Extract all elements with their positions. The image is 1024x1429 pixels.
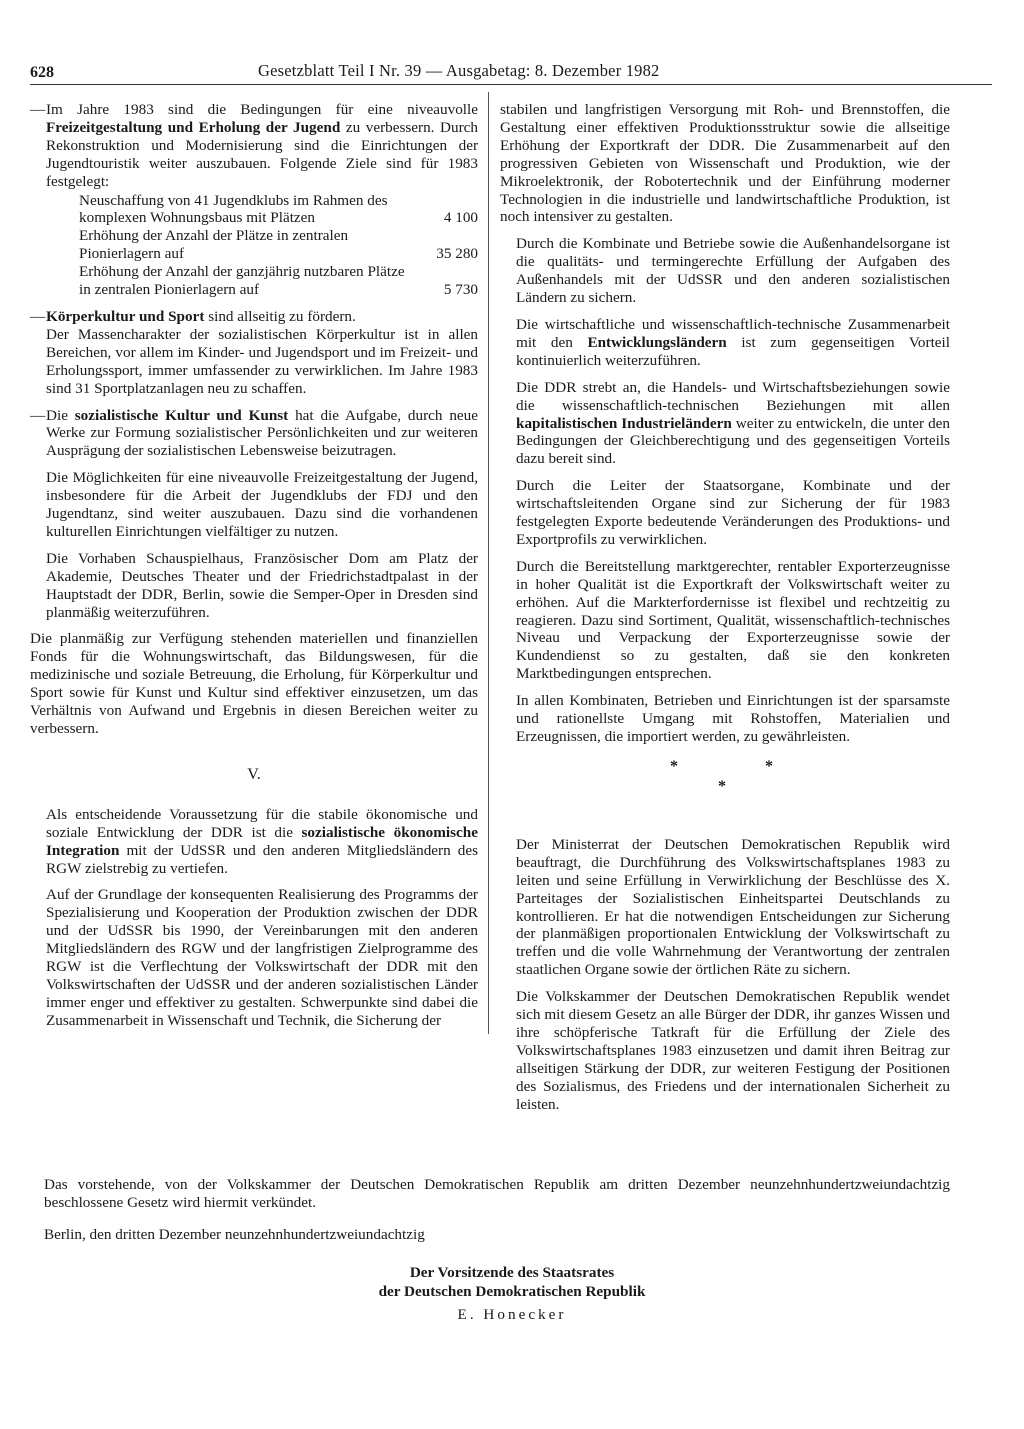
page-number: 628 bbox=[30, 64, 54, 81]
integration-paragraph bbox=[30, 806, 478, 878]
youth-leisure-paragraph: Die Möglichkeiten für eine niveauvolle Freizeitgestaltung der Jugend, insbesondere für die Arbeit der Jugendklubs der FDJ und den Jugendtanz, sind weiter auszubauen. Dazu sind die vorhandenen kulturellen Einrichtungen vielfältiger zu nutzen. bbox=[46, 469, 478, 540]
goal-value: 35 280 bbox=[436, 245, 478, 263]
bold-term: Entwicklungsländern bbox=[587, 333, 727, 351]
funds-paragraph: Die planmäßig zur Verfügung stehenden materiellen und finanziellen Fonds für die Wohnungswirtschaft, das Bildungswesen, für die medizinische und soziale Betreuung, die Erholung, für Körperkultur und Sport sowie für Kunst und Kultur sind effektiver einzusetzen, um das Verhältnis von Aufwand und Ergebnis in diesen Bereichen weiter zu verbessern. bbox=[30, 630, 478, 737]
leisure-paragraph bbox=[46, 101, 478, 191]
resources-paragraph: In allen Kombinaten, Betrieben und Einrichtungen ist der sparsamste und rationellste Umgang mit Rohstoffen, Materialien und Erzeugnissen, die importiert werden, zu gewährleisten. bbox=[516, 692, 950, 745]
signatory-title-line-2: der Deutschen Demokratischen Republik bbox=[378, 1283, 646, 1300]
foreign-trade-paragraph: Durch die Kombinate und Betriebe sowie die Außenhandelsorgane ist die qualitäts- und termingerechte Erfüllung der Aufgaben des Außenhandels mit der UdSSR und den anderen sozialistischen Ländern zu sichern. bbox=[516, 235, 950, 307]
column-divider bbox=[488, 92, 489, 1034]
bold-term: Freizeitgestaltung und Erholung der Jugend bbox=[46, 118, 341, 136]
text-run: sind allseitig zu fördern. bbox=[204, 307, 356, 325]
text-run: ist zum gegenseitigen Vorteil kontinuierlich weiterzuführen. bbox=[516, 333, 950, 369]
export-quality-paragraph: Durch die Bereitstellung marktgerechter, rentabler Exporterzeugnisse in hoher Qualität ist die Exportkraft der Volkswirtschaft weiter zu erhöhen. Auf die Markterfordernisse ist flexibel und rechtzeitig zu reagieren. Dazu sind Sortiment, Qualität, wissenschaftlich-technisches Niveau und Verpackung der Exporterzeugnisse sowie der Kundendienst so zu gestalten, daß sie den konkreten Marktbedingungen entsprechen. bbox=[516, 557, 950, 683]
text-run: mit der UdSSR und den anderen Mitgliedsländern des RGW zielstrebig zu vertiefen. bbox=[46, 841, 478, 877]
peoples-chamber-paragraph: Die Volkskammer der Deutschen Demokratischen Republik wendet sich mit diesem Gesetz an alle Bürger der DDR, ihr ganzes Wissen und ihre schöpferische Tatkraft für die Erfüllung der Ziele des Volkswirtschaftsplanes 1983 einzusetzen und damit ihren Beitrag zur allseitigen Stärkung der DDR, zur weiteren Festigung der Positionen des Sozialismus, des Friedens und der internationalen Sicherheit zu leisten. bbox=[516, 988, 950, 1113]
cooperation-paragraph: Auf der Grundlage der konsequenten Realisierung des Programms der Spezialisierung und Kooperation der Produktion zwischen der DDR und der UdSSR bis 1990, der Vereinbarungen mit den anderen Mitgliedsländern des RGW und der langfristigen Zielprogramme des RGW ist die Verflechtung der Volkswirtschaft der DDR mit den Volkswirtschaften der UdSSR und der anderen sozialistischen Länder immer enger und effektiver zu gestalten. Schwerpunkte sind dabei die Zusammenarbeit in Wissenschaft und Technik, die Sicherung der bbox=[46, 886, 478, 1029]
bold-term: Körperkultur und Sport bbox=[46, 307, 205, 325]
bold-term: kapitalistischen Industrieländern bbox=[516, 414, 732, 432]
text-run: weiter zu entwickeln, die unter den Bedingungen der Gleichberechtigung und des gegenseitigen Vorteils dazu bereit sind. bbox=[516, 414, 950, 468]
bullet-dash: — bbox=[30, 307, 46, 325]
goal-text: Neuschaffung von 41 Jugendklubs im Rahmen des komplexen Wohnungsbaus mit Plätzen bbox=[79, 191, 388, 227]
text-run: hat die Aufgabe, durch neue Werke zur Formung sozialistischer Persönlichkeiten und zur weiteren Ausprägung der sozialistischen Lebensweise beizutragen. bbox=[46, 406, 478, 460]
signatory-title-line-1: Der Vorsitzende des Staatsrates bbox=[409, 1264, 615, 1281]
text-run: Die wirtschaftliche und wissenschaftlich-technische Zusammenarbeit mit den bbox=[516, 315, 950, 351]
developing-countries-paragraph bbox=[500, 316, 950, 370]
text-run: Die bbox=[46, 406, 75, 424]
goal-value: 5 730 bbox=[443, 281, 478, 299]
theatre-projects-paragraph: Die Vorhaben Schauspielhaus, Französischer Dom am Platz der Akademie, Deutsches Theater und der Friedrichstadtpalast in der Hauptstadt der DDR, Berlin, sowie die Semper-Oper in Dresden sind planmäßig weiterzuführen. bbox=[46, 549, 478, 621]
council-of-ministers-paragraph: Der Ministerrat der Deutschen Demokratischen Republik wird beauftragt, die Durchführung des Volkswirtschaftsplanes 1983 zu leiten und seine Erfüllung in Verwirklichung der Beschlüsse des X. Parteitages der Sozialistischen Einheitspartei Deutschlands zu kontrollieren. Er hat die notwendigen Entscheidungen zur Sicherung der planmäßigen proportionalen Entwicklung der Volkswirtschaft zu treffen und die volle Wahrnehmung der Verantwortung der zentralen staatlichen Organe sowie der örtlichen Räte zu sichern. bbox=[516, 835, 950, 979]
goals-list bbox=[46, 192, 478, 299]
place-and-date: Berlin, den dritten Dezember neunzehnhundertzweiundachtzig bbox=[44, 1226, 425, 1243]
right-column bbox=[500, 101, 950, 1114]
text-run: Die DDR strebt an, die Handels- und Wirtschaftsbeziehungen sowie die wissenschaftlich-technischen Beziehungen mit allen bbox=[516, 378, 950, 414]
bold-term: sozialistische Kultur und Kunst bbox=[74, 406, 289, 424]
left-column bbox=[30, 101, 478, 1030]
bold-term: sozialistische ökonomische Integration bbox=[46, 823, 478, 859]
goal-row bbox=[79, 263, 478, 299]
text-run: Im Jahre 1983 sind die Bedingungen für eine niveauvolle bbox=[46, 101, 478, 118]
goal-row bbox=[79, 227, 478, 263]
capitalist-countries-paragraph bbox=[500, 379, 950, 469]
goal-text: Erhöhung der Anzahl der Plätze in zentralen Pionierlagern auf bbox=[79, 227, 349, 263]
bullet-dash: — bbox=[30, 406, 46, 424]
list-item-leisure bbox=[30, 101, 478, 299]
signatory-name: E. Honecker bbox=[457, 1306, 567, 1323]
list-item-culture bbox=[30, 407, 478, 622]
goal-value: 4 100 bbox=[443, 209, 478, 227]
supply-paragraph: stabilen und langfristigen Versorgung mit Roh- und Brennstoffen, die Gestaltung einer effektiven Produktionsstruktur sowie die allseitige Erhöhung der Exportkraft der DDR. Die Zusammenarbeit auf den progressiven Gebieten von Wissenschaft und Produktion, wie der Mikroelektronik, der Robotertechnik und der Einführung moderner Technologien in die industrielle und landwirtschaftliche Produktion, ist noch intensiver zu gestalten. bbox=[500, 101, 950, 226]
sport-heading-line bbox=[46, 308, 478, 326]
goal-row bbox=[79, 192, 478, 228]
culture-paragraph bbox=[46, 407, 478, 461]
goal-text: Erhöhung der Anzahl der ganzjährig nutzbaren Plätze in zentralen Pionierlagern auf bbox=[79, 263, 405, 299]
separator-star: * bbox=[765, 757, 773, 775]
export-profile-paragraph: Durch die Leiter der Staatsorgane, Kombinate und der wirtschaftsleitenden Organe sind zur Sicherung der für 1983 festgelegten Exporte bedeutende Veränderungen des Produktions- und Exportprofils zu verwirklichen. bbox=[516, 477, 950, 548]
list-item-sport bbox=[30, 308, 478, 398]
bullet-dash: — bbox=[30, 101, 46, 118]
promulgation-text: Das vorstehende, von der Volkskammer der Deutschen Demokratischen Republik am dritten Dezember neunzehnhundertzweiundachtzig beschlossene Gesetz wird hiermit verkündet. bbox=[44, 1176, 950, 1211]
section-separator-stars bbox=[500, 750, 950, 806]
section-heading: V. bbox=[247, 765, 261, 783]
text-run: zu verbessern. Durch Rekonstruktion und Modernisierung sind die Einrichtungen der Jugendtouristik weiter auszubauen. Folgende Ziele sind für 1983 festgelegt: bbox=[46, 118, 478, 190]
gazette-header-title: Gesetzblatt Teil I Nr. 39 — Ausgabetag: 8. Dezember 1982 bbox=[258, 61, 660, 80]
separator-star: * bbox=[718, 777, 726, 795]
sport-paragraph: Der Massencharakter der sozialistischen Körperkultur ist in allen Bereichen, vor allem im Kinder- und Jugendsport und im Freizeit- und Erholungssport, immer umfassender zu verwirklichen. Im Jahre 1983 sind 31 Sportplatzanlagen neu zu schaffen. bbox=[46, 325, 478, 397]
separator-star: * bbox=[670, 757, 678, 775]
header-rule bbox=[30, 84, 992, 85]
text-run: Als entscheidende Voraussetzung für die stabile ökonomische und soziale Entwicklung der DDR ist die bbox=[46, 805, 478, 841]
